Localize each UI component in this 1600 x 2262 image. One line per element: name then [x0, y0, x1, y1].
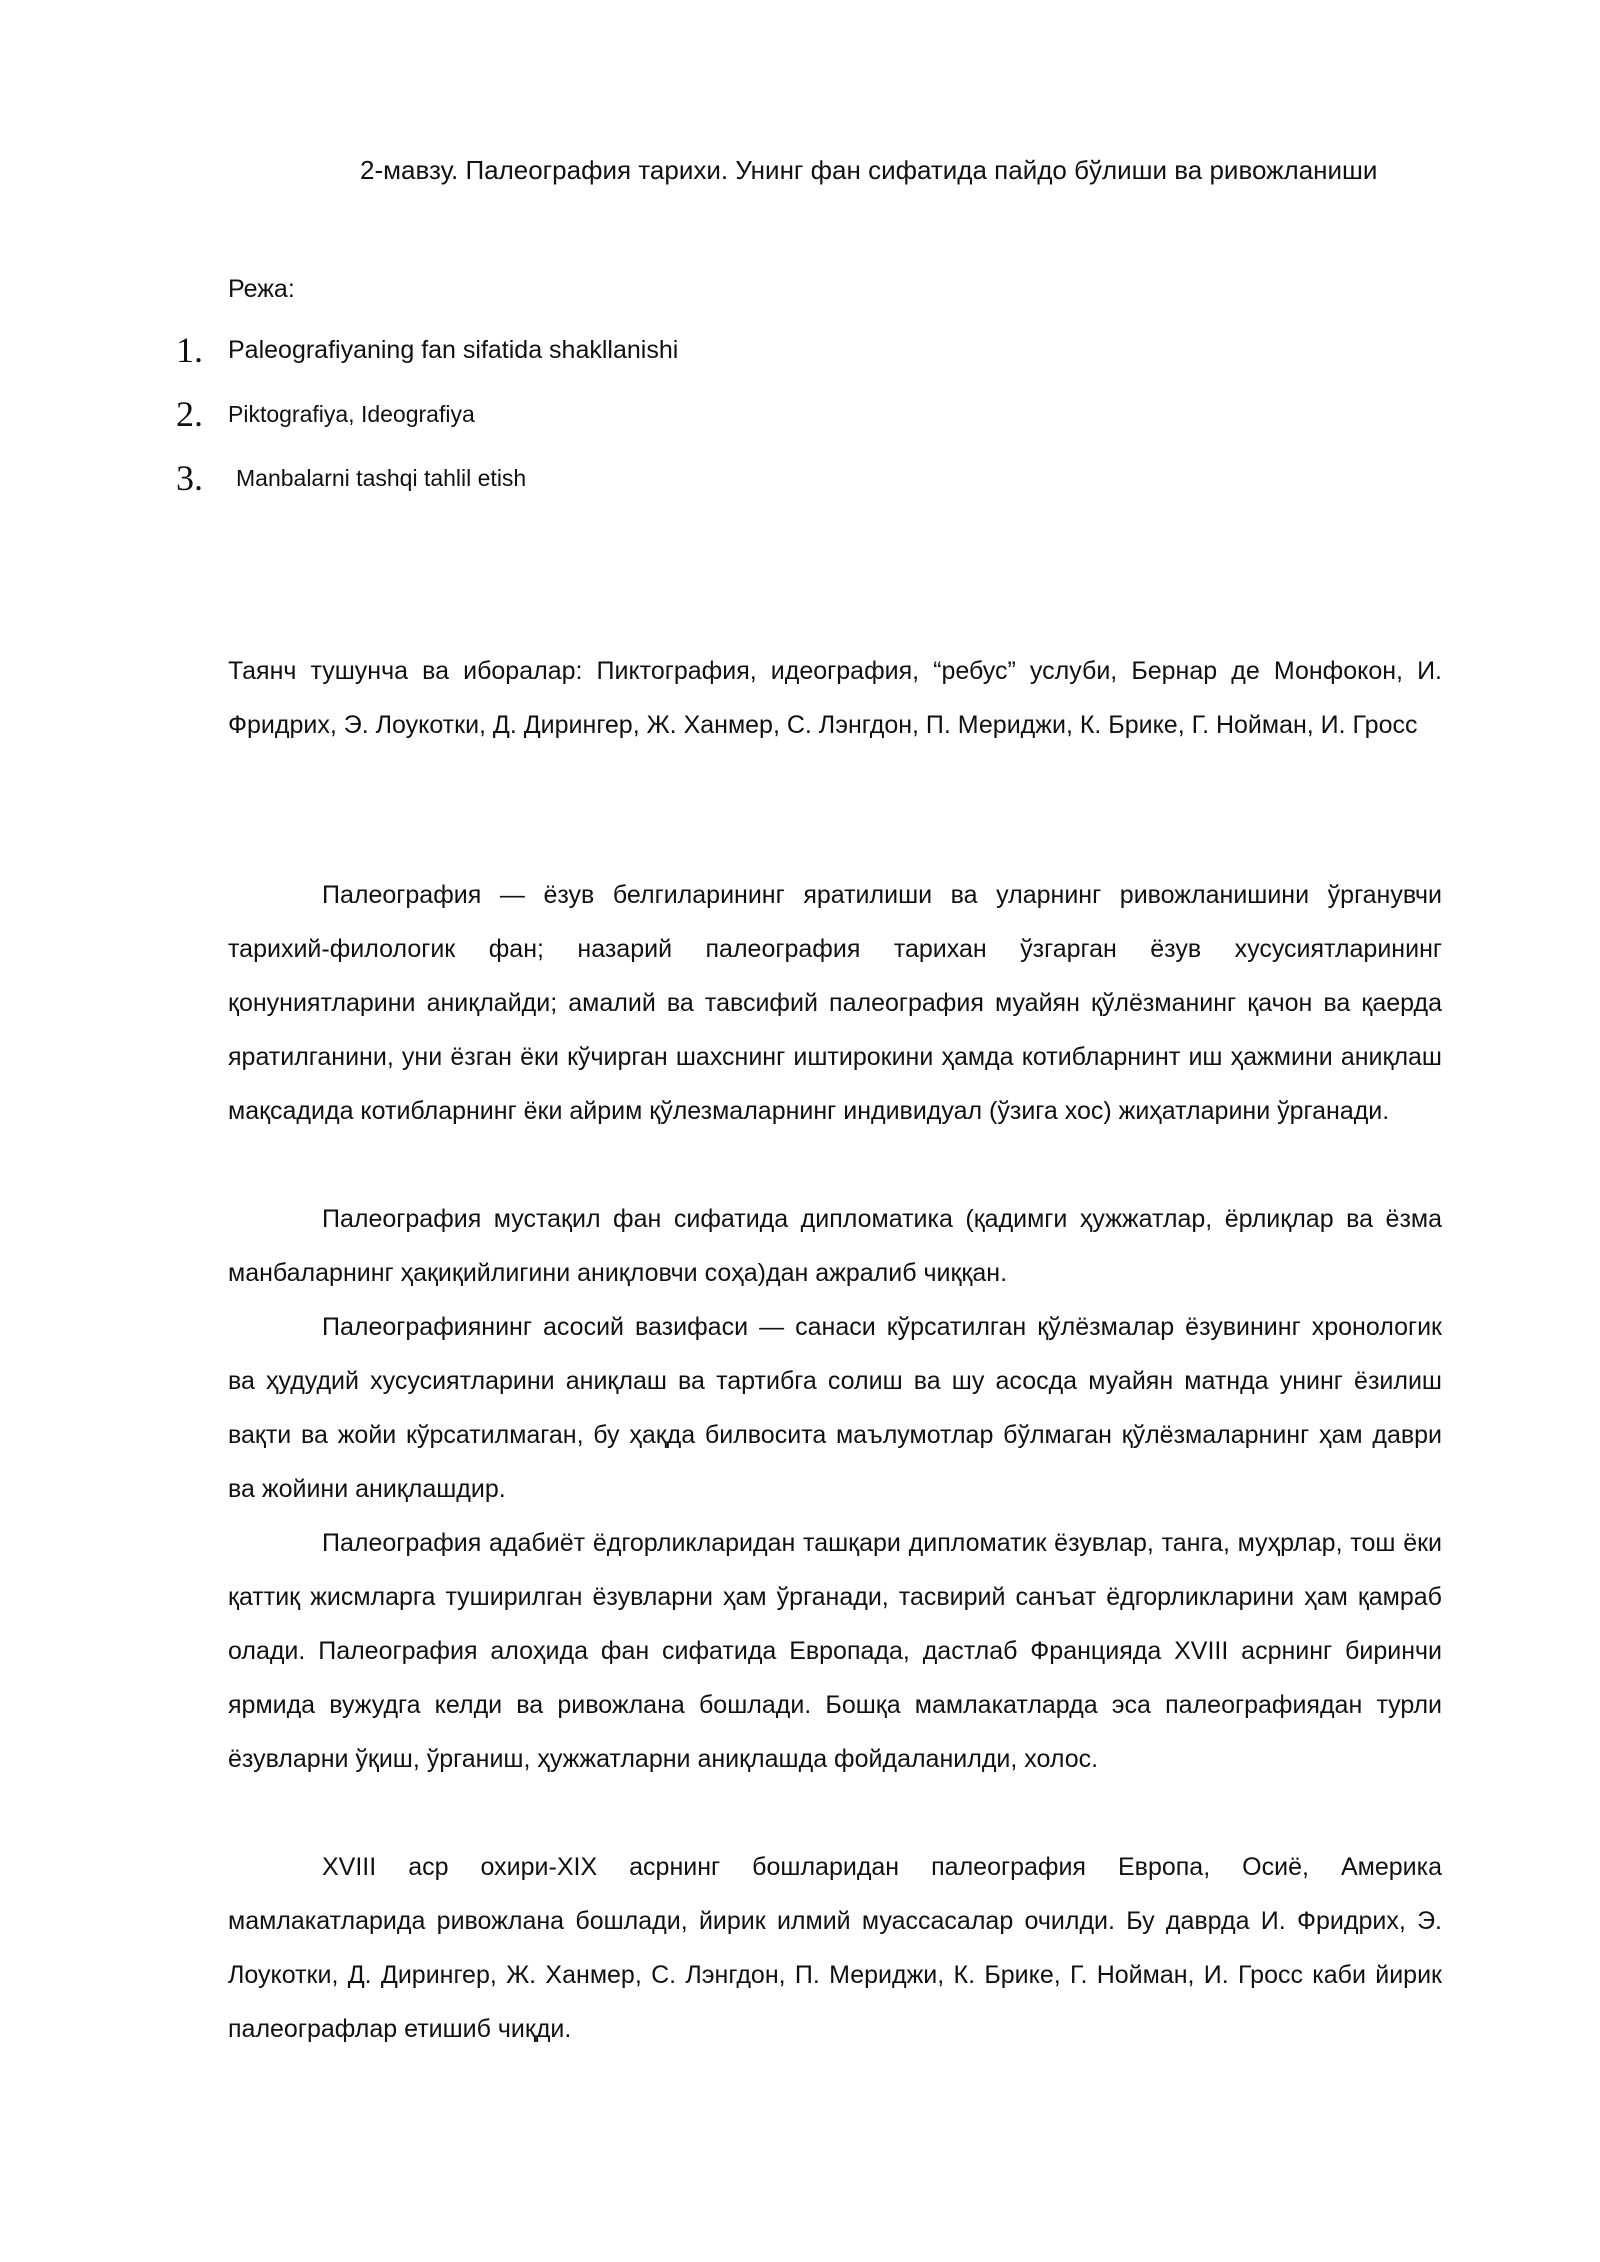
- plan-item-text: Piktografiya, Ideografiya: [228, 401, 475, 427]
- body-paragraph: Палеография мустақил фан сифатида дипломатика (қадимги ҳужжатлар, ёрлиқлар ва ёзма манбаларнинг ҳақиқийлигини аниқловчи соҳа)дан ажралиб чиққан.: [228, 1205, 1442, 1287]
- plan-item-number: 3.: [176, 458, 203, 498]
- plan-item-number: 2.: [176, 394, 203, 434]
- body-paragraph: XVIII аср охири-XIX асрнинг бошларидан палеография Европа, Осиё, Америка мамлакатларида ривожлана бошлади, йирик илмий муассасалар очилди. Бу даврда И. Фридрих, Э. Лоукотки, Д. Дирингер, Ж. Ханмер, С. Лэнгдон, П. Мериджи, К. Брике, Г. Нойман, И. Гросс каби йирик палеографлар етишиб чиқди.: [228, 1853, 1442, 2043]
- body-paragraph: Палеография — ёзув белгиларининг яратилиши ва уларнинг ривожланишини ўрганувчи тарихий-филологик фан; назарий палеография тарихан ўзгарган ёзув хусусиятларининг қонуниятларини аниқлайди; амалий ва тавсифий палеография муайян қўлёзманинг қачон ва қаерда яратилганини, уни ёзган ёки кўчирган шахснинг иштирокини ҳамда котибларнинт иш ҳажмини аниқлаш мақсадида котибларнинг ёки айрим қўлезмаларнинг индивидуал (ўзига хос) жиҳатларини ўрганади.: [228, 881, 1442, 1125]
- plan-label: Режа:: [228, 275, 295, 303]
- document-title: 2-мавзу. Палеография тарихи. Унинг фан сифатида пайдо бўлиши ва ривожланиши: [360, 155, 1378, 185]
- plan-item-text: Manbalarni tashqi tahlil etish: [236, 465, 527, 491]
- plan-item-text: Paleografiyaning fan sifatida shakllanishi: [228, 336, 679, 364]
- plan-item-number: 1.: [176, 330, 203, 370]
- body-paragraph: Палеография адабиёт ёдгорликларидан ташқари дипломатик ёзувлар, танга, муҳрлар, тош ёки қаттиқ жисмларга туширилган ёзувларни ҳам ўрганади, тасвирий санъат ёдгорликларини ҳам қамраб олади. Палеография алоҳида фан сифатида Европада, дастлаб Францияда XVIII асрнинг биринчи ярмида вужудга келди ва ривожлана бошлади. Бошқа мамлакатларда эса палеографиядан турли ёзувларни ўқиш, ўрганиш, ҳужжатларни аниқлашда фойдаланилди, холос.: [228, 1529, 1442, 1773]
- body-paragraph: Палеографиянинг асосий вазифаси — санаси кўрсатилган қўлёзмалар ёзувининг хронологик ва ҳудудий хусусиятларини аниқлаш ва тартибга солиш ва шу асосда муайян матнда унинг ёзилиш вақти ва жойи кўрсатилмаган, бу ҳақда билвосита маълумотлар бўлмаган қўлёзмаларнинг ҳам даври ва жойини аниқлашдир.: [228, 1313, 1442, 1503]
- keywords-paragraph: Таянч тушунча ва иборалар: Пиктография, идеография, “ребус” услуби, Бернар де Монфокон, И. Фридрих, Э. Лоукотки, Д. Дирингер, Ж. Ханмер, С. Лэнгдон, П. Мериджи, К. Брике, Г. Нойман, И. Гросс: [228, 657, 1442, 739]
